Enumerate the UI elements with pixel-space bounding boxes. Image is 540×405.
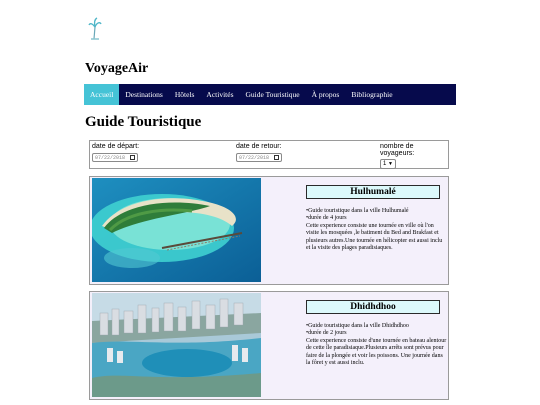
departure-date-value: 07/22/2018 xyxy=(95,154,126,161)
return-label: date de retour: xyxy=(236,143,282,150)
travelers-field xyxy=(380,143,448,169)
nav-item-hotels[interactable]: Hôtels xyxy=(174,90,195,99)
departure-field xyxy=(92,143,139,162)
main-nav xyxy=(84,84,456,105)
city-waterfront-photo xyxy=(92,293,261,397)
calendar-icon[interactable] xyxy=(274,155,279,160)
return-date-value: 07/22/2018 xyxy=(239,154,270,161)
nav-item-activites[interactable]: Activités xyxy=(206,90,234,99)
calendar-icon[interactable] xyxy=(130,155,135,160)
card-line: •durée de 4 jours xyxy=(306,215,347,222)
nav-item-guide-touristique[interactable]: Guide Touristique xyxy=(245,90,300,99)
nav-item-bibliographie[interactable]: Bibliographie xyxy=(351,90,393,99)
card-description xyxy=(306,208,448,252)
card-title: Hulhumalé xyxy=(306,185,440,199)
page-title: Guide Touristique xyxy=(85,114,202,130)
card-line: •Guide touristique dans la ville Hulhumalé xyxy=(306,208,409,214)
palm-tree-icon[interactable] xyxy=(88,17,102,41)
travelers-select[interactable] xyxy=(380,159,396,169)
card-line: •Guide touristique dans la ville Dhidhdhoo xyxy=(306,323,409,329)
card-line: Cette experience consiste une tournée en ville où l'on visite les mosquées ,le batiment du Bed and Brakfast et plusieurs autres.Une tournée en hélicopter est aussi inclu et la visite des plages paradisiaques. xyxy=(306,222,443,252)
nav-item-accueil[interactable]: Accueil xyxy=(84,84,119,105)
nav-item-a-propos[interactable]: À propos xyxy=(311,90,340,99)
departure-date-input[interactable] xyxy=(92,153,138,162)
travelers-label: nombre de voyageurs: xyxy=(380,143,415,157)
destination-card xyxy=(89,291,449,400)
return-field xyxy=(236,143,282,162)
search-form xyxy=(89,140,449,169)
travelers-value: 1 xyxy=(383,161,387,167)
nav-item-destinations[interactable]: Destinations xyxy=(125,90,163,99)
return-date-input[interactable] xyxy=(236,153,282,162)
card-line: Cette experience consiste d'une tournée en bateau alentour de cette île paradisiaque.Plusieurs arrêts sont prévus pour faire de la plongée et voir les poissons. Une journée dans la fôret y est aussi inclu. xyxy=(306,337,447,367)
destination-card xyxy=(89,176,449,285)
chevron-down-icon: ▼ xyxy=(388,161,393,167)
card-title: Dhidhdhoo xyxy=(306,300,440,314)
card-description xyxy=(306,323,448,367)
card-line: •durée de 2 jours xyxy=(306,330,347,337)
departure-label: date de départ: xyxy=(92,143,140,150)
brand-name: VoyageAir xyxy=(85,61,149,76)
island-resort-photo xyxy=(92,178,261,282)
